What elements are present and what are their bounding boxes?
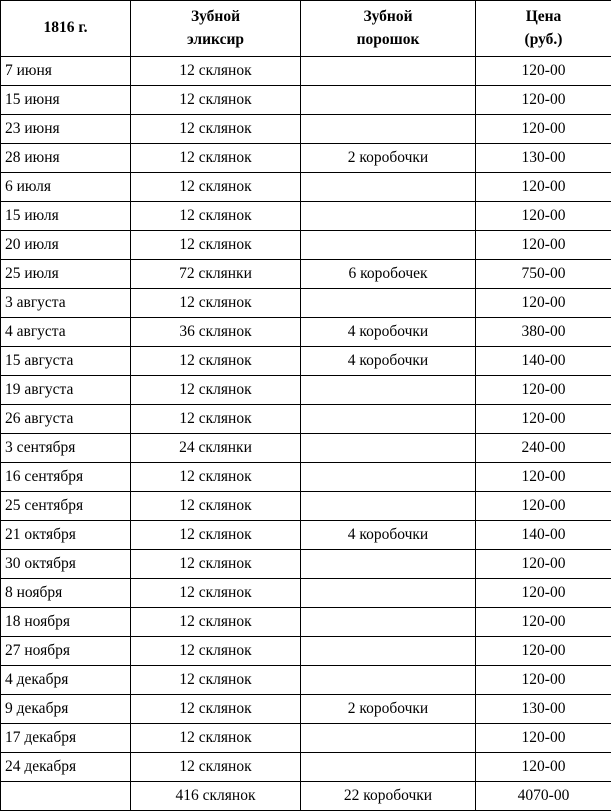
price-cell: 120-00 xyxy=(476,492,611,521)
date-cell: 4 декабря xyxy=(1,666,131,695)
table-row xyxy=(1,724,611,753)
powder-cell xyxy=(301,724,476,753)
price-cell: 120-00 xyxy=(476,289,611,318)
powder-cell xyxy=(301,608,476,637)
header-price-line1: Цена xyxy=(525,8,562,26)
elixir-cell: 12 склянок xyxy=(131,115,301,144)
date-cell: 15 августа xyxy=(1,347,131,376)
elixir-cell: 12 склянок xyxy=(131,463,301,492)
header-elixir-line1: Зубной xyxy=(190,8,241,26)
date-cell: 15 июня xyxy=(1,86,131,115)
price-cell: 120-00 xyxy=(476,463,611,492)
powder-cell: 6 коробочек xyxy=(301,260,476,289)
table-row xyxy=(1,608,611,637)
date-cell: 7 июня xyxy=(1,57,131,86)
table-row xyxy=(1,289,611,318)
table-row xyxy=(1,666,611,695)
table-row xyxy=(1,521,611,550)
header-powder-line1: Зубной xyxy=(363,8,413,26)
powder-cell: 22 коробочки xyxy=(301,782,476,811)
powder-cell xyxy=(301,231,476,260)
header-price-line2: (руб.) xyxy=(524,30,563,48)
powder-cell xyxy=(301,115,476,144)
powder-cell: 4 коробочки xyxy=(301,347,476,376)
date-cell: 19 августа xyxy=(1,376,131,405)
table-row xyxy=(1,637,611,666)
price-cell: 120-00 xyxy=(476,86,611,115)
elixir-cell: 12 склянок xyxy=(131,550,301,579)
elixir-cell: 416 склянок xyxy=(131,782,301,811)
date-cell: 18 ноября xyxy=(1,608,131,637)
date-cell: 24 декабря xyxy=(1,753,131,782)
elixir-cell: 12 склянок xyxy=(131,521,301,550)
elixir-cell: 12 склянок xyxy=(131,666,301,695)
powder-cell xyxy=(301,289,476,318)
header-elixir-line2: эликсир xyxy=(186,30,245,48)
date-cell: 28 июня xyxy=(1,144,131,173)
elixir-cell: 12 склянок xyxy=(131,579,301,608)
date-cell: 4 августа xyxy=(1,318,131,347)
elixir-cell: 12 склянок xyxy=(131,173,301,202)
header-powder-line2: порошок xyxy=(356,30,420,48)
price-cell: 380-00 xyxy=(476,318,611,347)
price-cell: 120-00 xyxy=(476,405,611,434)
table-row xyxy=(1,753,611,782)
powder-cell xyxy=(301,202,476,231)
table-row xyxy=(1,144,611,173)
price-cell: 120-00 xyxy=(476,724,611,753)
date-cell: 23 июня xyxy=(1,115,131,144)
table-row xyxy=(1,57,611,86)
elixir-cell: 24 склянки xyxy=(131,434,301,463)
price-cell: 130-00 xyxy=(476,695,611,724)
date-cell: 3 сентября xyxy=(1,434,131,463)
table-header-row xyxy=(1,1,611,57)
table-row xyxy=(1,405,611,434)
elixir-cell: 12 склянок xyxy=(131,492,301,521)
table-row xyxy=(1,86,611,115)
price-cell: 140-00 xyxy=(476,521,611,550)
price-cell: 120-00 xyxy=(476,579,611,608)
table-row xyxy=(1,579,611,608)
price-cell: 120-00 xyxy=(476,231,611,260)
elixir-cell: 12 склянок xyxy=(131,405,301,434)
powder-cell xyxy=(301,753,476,782)
table-row xyxy=(1,318,611,347)
table-body xyxy=(1,57,611,811)
elixir-cell: 12 склянок xyxy=(131,231,301,260)
date-cell: 3 августа xyxy=(1,289,131,318)
price-cell: 120-00 xyxy=(476,608,611,637)
table-row xyxy=(1,550,611,579)
elixir-cell: 12 склянок xyxy=(131,347,301,376)
powder-cell: 4 коробочки xyxy=(301,318,476,347)
powder-cell xyxy=(301,434,476,463)
price-cell: 120-00 xyxy=(476,376,611,405)
price-cell: 120-00 xyxy=(476,57,611,86)
elixir-cell: 12 склянок xyxy=(131,608,301,637)
table-row xyxy=(1,173,611,202)
powder-cell xyxy=(301,173,476,202)
powder-cell xyxy=(301,463,476,492)
header-elixir xyxy=(131,1,301,57)
total-row xyxy=(1,782,611,811)
price-cell: 240-00 xyxy=(476,434,611,463)
elixir-cell: 12 склянок xyxy=(131,202,301,231)
table-row xyxy=(1,376,611,405)
table-row xyxy=(1,492,611,521)
table-row xyxy=(1,115,611,144)
price-cell: 4070-00 xyxy=(476,782,611,811)
powder-cell xyxy=(301,550,476,579)
elixir-cell: 36 склянок xyxy=(131,318,301,347)
price-cell: 120-00 xyxy=(476,202,611,231)
date-cell: 17 декабря xyxy=(1,724,131,753)
powder-cell xyxy=(301,637,476,666)
header-year-line1: 1816 г. xyxy=(43,19,88,37)
date-cell: 21 октября xyxy=(1,521,131,550)
date-cell: 20 июля xyxy=(1,231,131,260)
date-cell: 25 июля xyxy=(1,260,131,289)
powder-cell xyxy=(301,57,476,86)
price-cell: 120-00 xyxy=(476,637,611,666)
header-year xyxy=(1,1,131,57)
price-cell: 120-00 xyxy=(476,550,611,579)
date-cell: 15 июля xyxy=(1,202,131,231)
powder-cell: 2 коробочки xyxy=(301,695,476,724)
powder-cell xyxy=(301,405,476,434)
powder-cell: 2 коробочки xyxy=(301,144,476,173)
date-cell: 30 октября xyxy=(1,550,131,579)
elixir-cell: 12 склянок xyxy=(131,289,301,318)
elixir-cell: 12 склянок xyxy=(131,753,301,782)
elixir-cell: 12 склянок xyxy=(131,57,301,86)
price-cell: 130-00 xyxy=(476,144,611,173)
elixir-cell: 12 склянок xyxy=(131,724,301,753)
date-cell: 8 ноября xyxy=(1,579,131,608)
table-row xyxy=(1,463,611,492)
table-row xyxy=(1,695,611,724)
price-cell: 140-00 xyxy=(476,347,611,376)
date-cell: 6 июля xyxy=(1,173,131,202)
header-powder xyxy=(301,1,476,57)
table-row xyxy=(1,202,611,231)
date-cell: 27 ноября xyxy=(1,637,131,666)
powder-cell xyxy=(301,579,476,608)
table-row xyxy=(1,260,611,289)
date-cell: 16 сентября xyxy=(1,463,131,492)
powder-cell: 4 коробочки xyxy=(301,521,476,550)
elixir-cell: 12 склянок xyxy=(131,637,301,666)
elixir-cell: 12 склянок xyxy=(131,144,301,173)
price-cell: 120-00 xyxy=(476,115,611,144)
elixir-cell: 12 склянок xyxy=(131,376,301,405)
elixir-cell: 72 склянки xyxy=(131,260,301,289)
powder-cell xyxy=(301,376,476,405)
price-cell: 120-00 xyxy=(476,666,611,695)
date-cell: 9 декабря xyxy=(1,695,131,724)
date-cell: 25 сентября xyxy=(1,492,131,521)
powder-cell xyxy=(301,666,476,695)
price-cell: 750-00 xyxy=(476,260,611,289)
powder-cell xyxy=(301,86,476,115)
elixir-cell: 12 склянок xyxy=(131,695,301,724)
date-cell xyxy=(1,782,131,811)
header-price xyxy=(476,1,611,57)
price-cell: 120-00 xyxy=(476,173,611,202)
powder-cell xyxy=(301,492,476,521)
date-cell: 26 августа xyxy=(1,405,131,434)
price-cell: 120-00 xyxy=(476,753,611,782)
table-row xyxy=(1,434,611,463)
table-row xyxy=(1,231,611,260)
table-row xyxy=(1,347,611,376)
elixir-cell: 12 склянок xyxy=(131,86,301,115)
